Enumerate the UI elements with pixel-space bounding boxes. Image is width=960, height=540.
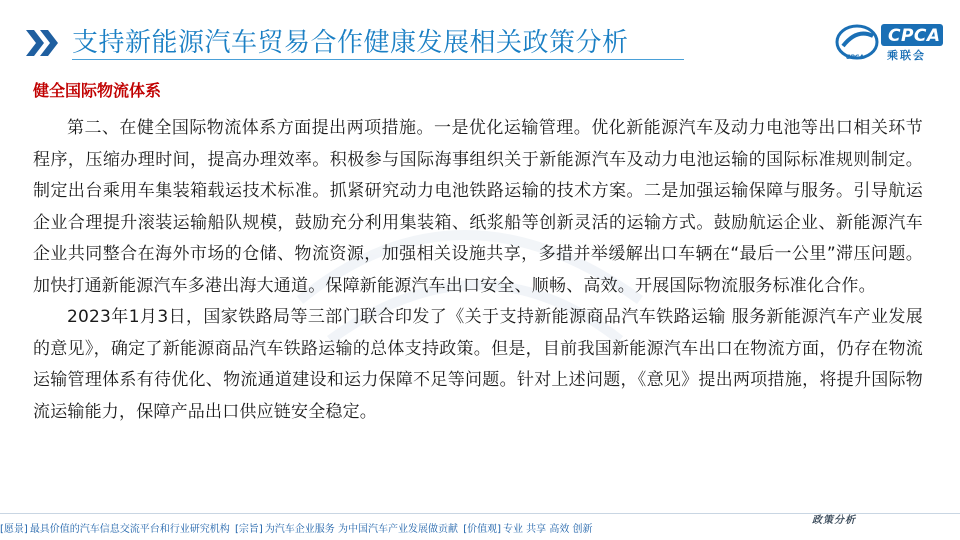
logo-wordmark: CPCA — [888, 26, 941, 46]
paragraph-railway-policy: 2023年1月3日，国家铁路局等三部门联合印发了《关于支持新能源商品汽车铁路运输 服务新能源汽车产业发展的意见》，确定了新能源商品汽车铁路运输的总体支持政策。但是，目前我国新能源汽车出口在物流方面，仍存在物流运输管理体系有待优化、物流通道建设和运力保障不足等问题。针对上述问题，《意见》提出两项措施，将提升国际物流运输能力，保障产品出口供应链安全稳定。 — [33, 307, 923, 422]
page-title: 支持新能源汽车贸易合作健康发展相关政策分析 — [72, 28, 629, 58]
footer-mission-label: [宗旨] — [235, 524, 263, 535]
footer-vision-text: 最具价值的汽车信息交流平台和行业研究机构 — [29, 524, 230, 535]
footer-values-label: [价值观] — [463, 524, 501, 535]
footer-mission-text: 为汽车企业服务 为中国汽车产业发展做贡献 — [264, 524, 458, 535]
footer-bar — [0, 523, 595, 537]
double-chevron-icon — [26, 30, 62, 56]
paragraph-logistics-measures: 第二、在健全国际物流体系方面提出两项措施。一是优化运输管理。优化新能源汽车及动力电池等出口相关环节程序，压缩办理时间，提高办理效率。积极参与国际海事组织关于新能源汽车及动力电池运输的国际标准规则制定。制定出台乘用车集装箱载运技术标准。抓紧研究动力电池铁路运输的技术方案。二是加强运输保障与服务。引导航运企业合理提升滚装运输船队规模，鼓励充分利用集装箱、纸浆船等创新灵活的运输方式。鼓励航运企业、新能源汽车企业共同整合在海外市场的仓储、物流资源，加强相关设施共享，多措并举缓解出口车辆在“最后一公里”滞压问题。加快打通新能源汽车多港出海大通道。保障新能源汽车出口安全、顺畅、高效。开展国际物流服务标准化合作。 — [33, 118, 923, 296]
body-text — [33, 113, 923, 428]
footer-section-tag: 政策分析 — [812, 515, 856, 526]
section-heading: 健全国际物流体系 — [33, 81, 162, 100]
footer-vision-label: [愿景] — [0, 524, 28, 535]
title-underline — [72, 59, 684, 60]
logo-chinese-name: 乘联会 — [887, 49, 926, 62]
logo-subtext: CPCA — [846, 54, 864, 61]
page-header — [0, 0, 960, 70]
footer-values-text: 专业 共享 高效 创新 — [503, 524, 593, 535]
